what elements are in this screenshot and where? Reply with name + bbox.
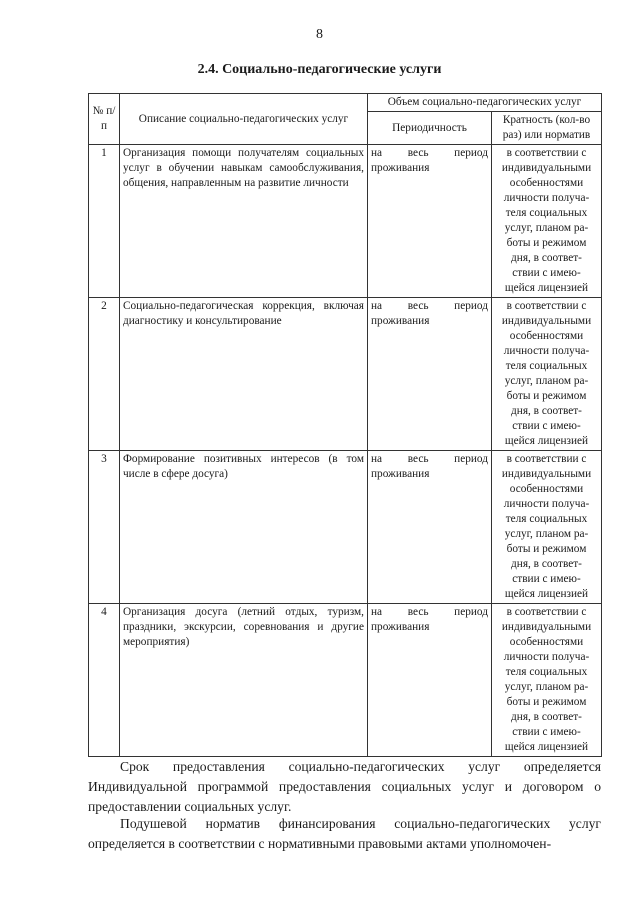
norm-line: особенностями bbox=[509, 636, 584, 648]
row-description: Организация досуга (летний отдых, туризм, праздники, экскурсии, соревнования и другие мероприятия) bbox=[120, 604, 368, 757]
norm-line: боты и режимом bbox=[506, 390, 587, 402]
norm-line: ствии с имею- bbox=[512, 420, 581, 432]
norm-line: личности получа- bbox=[503, 192, 590, 204]
table-row bbox=[89, 604, 602, 757]
page-number: 8 bbox=[316, 27, 323, 42]
table-row bbox=[89, 298, 602, 451]
norm-line: услуг, планом ра- bbox=[504, 681, 589, 693]
norm-line: дня, в соответ- bbox=[511, 558, 582, 570]
norm-line: теля социальных bbox=[505, 513, 588, 525]
norm-line: индивидуальными bbox=[501, 468, 592, 480]
row-periodicity: на весь период проживания bbox=[368, 451, 492, 604]
row-norm bbox=[492, 145, 602, 298]
norm-line: индивидуальными bbox=[501, 162, 592, 174]
norm-line: особенностями bbox=[509, 177, 584, 189]
norm-line: боты и режимом bbox=[506, 543, 587, 555]
services-table bbox=[88, 93, 602, 757]
row-norm bbox=[492, 298, 602, 451]
norm-line: щейся лицензией bbox=[504, 588, 589, 600]
norm-line: ствии с имею- bbox=[512, 573, 581, 585]
norm-line: особенностями bbox=[509, 330, 584, 342]
norm-line: теля социальных bbox=[505, 666, 588, 678]
header-num: № п/п bbox=[89, 94, 120, 145]
norm-line: дня, в соответ- bbox=[511, 252, 582, 264]
paragraph-funding: Подушевой норматив финансирования социально-педагогических услуг определяется в соответствии с нормативными правовыми актами уполномочен- bbox=[88, 816, 601, 851]
norm-line: в соответствии с bbox=[506, 453, 587, 465]
row-periodicity: на весь период проживания bbox=[368, 298, 492, 451]
row-periodicity: на весь период проживания bbox=[368, 604, 492, 757]
norm-line: боты и режимом bbox=[506, 696, 587, 708]
header-description: Описание социально-педагогических услуг bbox=[120, 94, 368, 145]
table-row bbox=[89, 145, 602, 298]
norm-line: щейся лицензией bbox=[504, 435, 589, 447]
norm-line: ствии с имею- bbox=[512, 726, 581, 738]
norm-line: в соответствии с bbox=[506, 300, 587, 312]
norm-line: личности получа- bbox=[503, 498, 590, 510]
norm-line: ствии с имею- bbox=[512, 267, 581, 279]
header-volume: Объем социально-педагогических услуг bbox=[368, 94, 602, 112]
norm-line: личности получа- bbox=[503, 345, 590, 357]
norm-line: теля социальных bbox=[505, 207, 588, 219]
norm-line: услуг, планом ра- bbox=[504, 528, 589, 540]
norm-line: услуг, планом ра- bbox=[504, 375, 589, 387]
paragraph-term: Срок предоставления социально-педагогических услуг определяется Индивидуальной программой предоставления социальных услуг и договором о предоставлении социальных услуг. bbox=[88, 759, 601, 814]
norm-line: в соответствии с bbox=[506, 606, 587, 618]
row-num: 1 bbox=[89, 145, 120, 298]
norm-line: дня, в соответ- bbox=[511, 405, 582, 417]
row-num: 2 bbox=[89, 298, 120, 451]
norm-line: боты и режимом bbox=[506, 237, 587, 249]
norm-line: щейся лицензией bbox=[504, 741, 589, 753]
norm-line: индивидуальными bbox=[501, 621, 592, 633]
header-periodicity: Периодичность bbox=[368, 112, 492, 145]
norm-line: особенностями bbox=[509, 483, 584, 495]
table-row bbox=[89, 451, 602, 604]
norm-line: индивидуальными bbox=[501, 315, 592, 327]
row-description: Формирование позитивных интересов (в том числе в сфере досуга) bbox=[120, 451, 368, 604]
norm-line: личности получа- bbox=[503, 651, 590, 663]
norm-line: щейся лицензией bbox=[504, 282, 589, 294]
row-num: 3 bbox=[89, 451, 120, 604]
norm-line: дня, в соответ- bbox=[511, 711, 582, 723]
row-norm bbox=[492, 451, 602, 604]
row-num: 4 bbox=[89, 604, 120, 757]
row-description: Организация помощи получателям социальных услуг в обучении навыкам самообслуживания, общения, направленным на развитие личности bbox=[120, 145, 368, 298]
row-periodicity: на весь период проживания bbox=[368, 145, 492, 298]
section-title: 2.4. Социально-педагогические услуги bbox=[197, 62, 442, 77]
row-description: Социально-педагогическая коррекция, включая диагностику и консультирование bbox=[120, 298, 368, 451]
norm-line: в соответствии с bbox=[506, 147, 587, 159]
header-frequency: Кратность (кол-во раз) или норматив bbox=[492, 112, 602, 145]
row-norm bbox=[492, 604, 602, 757]
norm-line: теля социальных bbox=[505, 360, 588, 372]
norm-line: услуг, планом ра- bbox=[504, 222, 589, 234]
